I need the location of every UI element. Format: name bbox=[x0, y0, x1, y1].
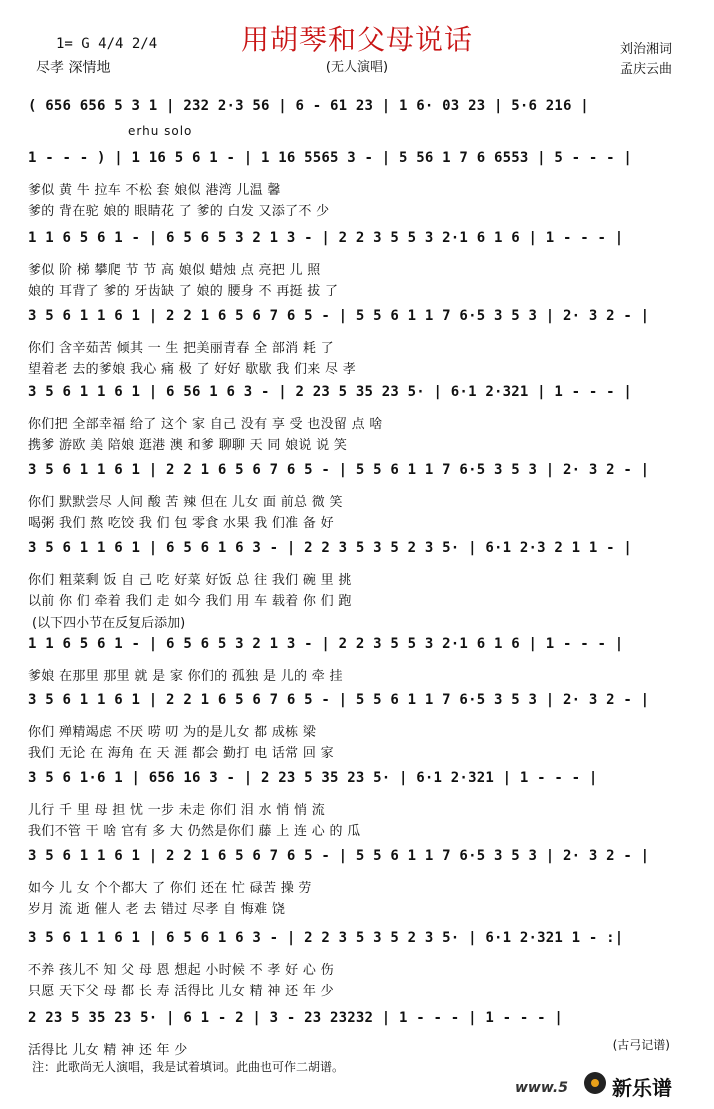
notation-line: 2 23 5 35 23 5· | 6 1 - 2 | 3 - 23 23232 | 1 - - - | 1 - - - | bbox=[28, 1010, 563, 1026]
notation-line: 3 5 6 1 1 6 1 | 2 2 1 6 5 6 7 6 5 - | 5 5 6 1 1 7 6·5 3 5 3 | 2· 3 2 - | bbox=[28, 462, 650, 478]
lyric-line: 爹似 黄 牛 拉车 不松 套 娘似 港湾 儿温 馨 bbox=[28, 183, 281, 198]
lyric-line: 娘的 耳背了 爹的 牙齿缺 了 娘的 腰身 不 再挺 拔 了 bbox=[28, 284, 339, 299]
notation-line: 3 5 6 1 1 6 1 | 6 5 6 1 6 3 - | 2 2 3 5 3 5 2 3 5· | 6·1 2·321 1 - :| bbox=[28, 930, 624, 946]
notation-line: ( 656 656 5 3 1 | 232 2·3 56 | 6 - 61 23 | 1 6· 03 23 | 5·6 216 | bbox=[28, 98, 589, 114]
lyricist-credit: 刘治湘词 bbox=[619, 42, 672, 57]
lyric-line: 你们 粗菜剩 饭 自 己 吃 好菜 好饭 总 往 我们 碗 里 挑 bbox=[28, 573, 352, 588]
lyric-line: 你们 默默尝尽 人间 酸 苦 辣 但在 儿女 面 前总 微 笑 bbox=[28, 495, 343, 510]
lyric-line: 携爹 游欧 美 陪娘 逛港 澳 和爹 聊聊 天 同 娘说 说 笑 bbox=[28, 438, 348, 453]
song-subtitle: (无人演唱) bbox=[325, 60, 389, 75]
notation-line: 3 5 6 1 1 6 1 | 2 2 1 6 5 6 7 6 5 - | 5 5 6 1 1 7 6·5 3 5 3 | 2· 3 2 - | bbox=[28, 848, 650, 864]
lyric-line: 爹娘 在那里 那里 就 是 家 你们的 孤独 是 儿的 牵 挂 bbox=[28, 669, 343, 684]
footnote-remark: 注：此歌尚无人演唱，我是试着填词。此曲也可作二胡谱。 bbox=[32, 1060, 345, 1074]
added-bars-note: (以下四小节在反复后添加) bbox=[32, 616, 186, 631]
notation-line: 3 5 6 1 1 6 1 | 2 2 1 6 5 6 7 6 5 - | 5 5 6 1 1 7 6·5 3 5 3 | 2· 3 2 - | bbox=[28, 308, 650, 324]
notation-line: 1 1 6 5 6 1 - | 6 5 6 5 3 2 1 3 - | 2 2 3 5 5 3 2·1 6 1 6 | 1 - - - | bbox=[28, 230, 624, 246]
lyric-line: 爹似 阶 梯 攀爬 节 节 高 娘似 蜡烛 点 亮把 儿 照 bbox=[28, 263, 321, 278]
notation-line: 3 5 6 1·6 1 | 656 16 3 - | 2 23 5 35 23 5· | 6·1 2·321 | 1 - - - | bbox=[28, 770, 598, 786]
key-signature: 1= G 4/4 2/4 bbox=[56, 36, 158, 52]
lyric-line: 岁月 流 逝 催人 老 去 错过 尽孝 自 悔难 饶 bbox=[28, 902, 286, 917]
lyric-line: 喝粥 我们 熬 吃饺 我 们 包 零食 水果 我 们准 备 好 bbox=[28, 516, 334, 531]
song-title: 用胡琴和父母说话 bbox=[240, 23, 473, 56]
lyric-line: 爹的 背在驼 娘的 眼睛花 了 爹的 白发 又添了不 少 bbox=[28, 204, 330, 219]
watermark-logo-icon bbox=[584, 1072, 606, 1094]
notation-line: 3 5 6 1 1 6 1 | 6 56 1 6 3 - | 2 23 5 35 23 5· | 6·1 2·321 | 1 - - - | bbox=[28, 384, 633, 400]
lyric-line: 我们不管 干 啥 官有 多 大 仍然是你们 藤 上 连 心 的 瓜 bbox=[28, 824, 361, 839]
lyric-line: 你们把 全部幸福 给了 这个 家 自己 没有 享 受 也没留 点 啥 bbox=[28, 417, 383, 432]
lyric-line: 只愿 天下父 母 都 长 寿 活得比 儿女 精 神 还 年 少 bbox=[28, 984, 334, 999]
solo-label: erhu solo bbox=[128, 124, 193, 138]
transcriber-credit: (古弓记谱) bbox=[612, 1038, 670, 1052]
notation-line: 3 5 6 1 1 6 1 | 2 2 1 6 5 6 7 6 5 - | 5 5 6 1 1 7 6·5 3 5 3 | 2· 3 2 - | bbox=[28, 692, 650, 708]
watermark-site: www.5 bbox=[515, 1080, 568, 1096]
notation-line: 1 1 6 5 6 1 - | 6 5 6 5 3 2 1 3 - | 2 2 3 5 5 3 2·1 6 1 6 | 1 - - - | bbox=[28, 636, 624, 652]
tempo-marking: 尽孝 深情地 bbox=[36, 60, 111, 76]
watermark-name: 新乐谱 bbox=[612, 1076, 672, 1100]
lyric-line: 不养 孩儿不 知 父 母 恩 想起 小时候 不 孝 好 心 伤 bbox=[28, 963, 334, 978]
lyric-line: 我们 无论 在 海角 在 天 涯 都会 勤打 电 话常 回 家 bbox=[28, 746, 334, 761]
lyric-line: 以前 你 们 牵着 我们 走 如今 我们 用 车 载着 你 们 跑 bbox=[28, 594, 352, 609]
notation-line: 3 5 6 1 1 6 1 | 6 5 6 1 6 3 - | 2 2 3 5 3 5 2 3 5· | 6·1 2·3 2 1 1 - | bbox=[28, 540, 633, 556]
composer-credit: 孟庆云曲 bbox=[619, 62, 672, 77]
lyric-line: 活得比 儿女 精 神 还 年 少 bbox=[28, 1043, 188, 1058]
lyric-line: 望着老 去的爹娘 我心 痛 极 了 好好 歇歇 我 们来 尽 孝 bbox=[28, 362, 357, 377]
lyric-line: 如今 儿 女 个个都大 了 你们 还在 忙 碌苦 操 劳 bbox=[28, 881, 312, 896]
lyric-line: 你们 殚精竭虑 不厌 唠 叨 为的是儿女 都 成栋 梁 bbox=[28, 725, 317, 740]
lyric-line: 儿行 千 里 母 担 忧 一步 未走 你们 泪 水 悄 悄 流 bbox=[28, 803, 326, 818]
lyric-line: 你们 含辛茹苦 倾其 一 生 把美丽青春 全 部消 耗 了 bbox=[28, 341, 334, 356]
notation-line: 1 - - - ) | 1 16 5 6 1 - | 1 16 5565 3 - | 5 56 1 7 6 6553 | 5 - - - | bbox=[28, 150, 633, 166]
